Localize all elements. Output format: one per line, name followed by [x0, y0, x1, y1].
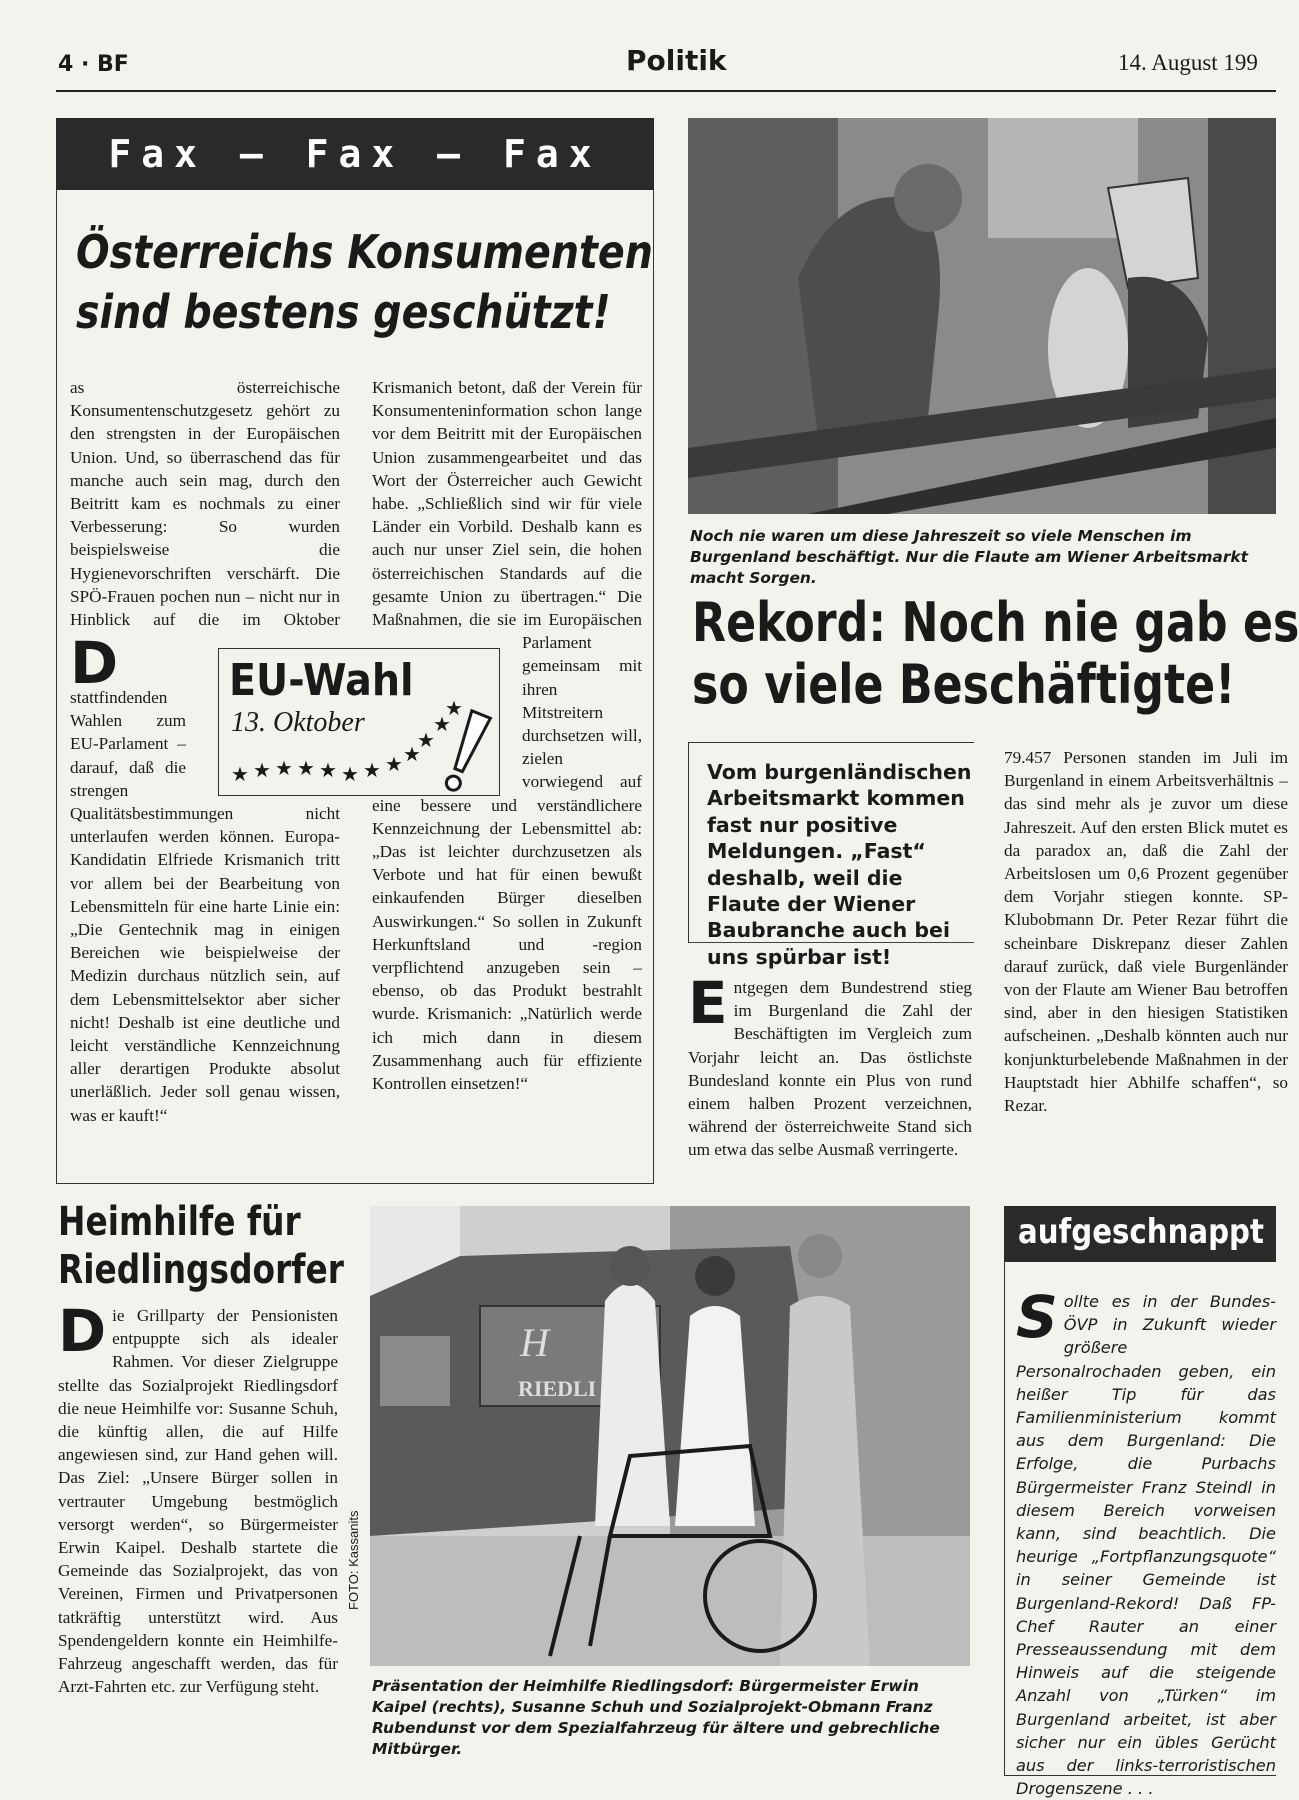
- svg-text:H: H: [520, 1320, 549, 1365]
- heimhilfe-photo: [370, 1206, 970, 1666]
- heimhilfe-caption: Präsentation der Heimhilfe Riedlingsdorf: Bürgermeister Erwin Kaipel (rechts), Susanne Schuh und Sozialprojekt-Obmann Franz Rubendunst vor dem Spezialfahrzeug für ältere und gebrechliche Mitbürger.: [372, 1677, 940, 1758]
- svg-text:★: ★: [403, 742, 421, 766]
- rekord-pullquote: Vom burgenländischen Arbeitsmarkt kommen fast nur positive Meldungen. „Fast“ deshalb, weil die Flaute der Wiener Baubranche auch bei uns spürbar ist!: [688, 742, 974, 942]
- heimhilfe-headline: Heimhilfe für Riedlingsdorfer: [58, 1199, 344, 1293]
- svg-text:★: ★: [341, 762, 359, 786]
- aufgeschnappt-banner: aufgeschnappt: [1004, 1206, 1276, 1262]
- svg-text:★: ★: [445, 696, 463, 720]
- svg-text:★: ★: [275, 756, 293, 780]
- eu-wahl-box: [218, 648, 500, 796]
- photo-credit: FOTO: Kassanits: [346, 1510, 361, 1610]
- welders-image: [688, 118, 1276, 514]
- heimhilfe-body: Die Grillparty der Pensionisten entpuppte sich als idealer Rahmen. Vor dieser Zielgruppe stellte das Sozialprojekt Riedlingsdorf die neue Heimhilfe vor: Susanne Schuh, die künftig allen, die auf Hilfe angewiesen sind, zur Hand gehen will. Das Ziel: „Unsere Bürger sollen in vertrauter Umgebung bestmöglich versorgt werden“, so Bürgermeister Erwin Kaipel. Deshalb startete die Gemeinde das Sozialprojekt, das von Vereinen, Firmen und Privatpersonen tatkräftig unterstützt wird. Aus Spendengeldern konnte ein Heimhilfe-Fahrzeug angeschafft werden, das für Arzt-Fahrten etc. zur Verfügung steht.: [58, 1297, 338, 1697]
- eu-wahl-date: 13. Oktober: [231, 707, 365, 738]
- svg-text:RIEDLI: RIEDLI: [518, 1376, 597, 1401]
- svg-text:★: ★: [231, 762, 249, 786]
- fax-column-1: D as österreichische Konsumentenschutzgesetz gehört zu den strengsten in der Europäischen Union. Und, so überraschend das für manche auch sein mag, durch den Beitritt kam es nochmals zu einer Verbesserung: So wurden beispielsweise die Hygienevorschriften verschärft. Die SPÖ-Frauen pochen nun – nicht nur in Hinblick auf die im Oktober stattfindenden Wahlen zum EU-Parlament – darauf, daß die strengen Qualitätsbestimmungen nicht unterlaufen werden können. Europa-Kandidatin Elfriede Krismanich tritt vor allem bei der Bearbeitung von Lebensmitteln für eine harte Linie ein: „Die Gentechnik mag in einigen Bereichen wie beispielweise der Medizin durchaus nützlich sein, auf dem Lebensmittelsektor aber sicher nicht! Deshalb ist eine deutliche und leicht verständliche Kennzeichnung aller derartigen Produkte absolut unerläßlich. Jeder soll genau wissen, was er kauft!“: [70, 378, 340, 1125]
- page-number: 4 · BF: [58, 52, 129, 77]
- svg-text:★: ★: [385, 752, 403, 776]
- rekord-column-1: Entgegen dem Bundestrend stieg im Burgenland die Zahl der Beschäftigten im Vergleich zum Vorjahr leicht an. Das östlichste Bundesland konnte ein Plus von rund einem halben Prozent verzeichnen, während der österreichweite Stand sich um etwa das selbe Ausmaß verringerte.: [688, 969, 972, 1160]
- heimhilfe-image: [370, 1206, 970, 1666]
- welders-caption: Noch nie waren um diese Jahreszeit so viele Menschen im Burgenland beschäftigt. Nur die Flaute am Wiener Arbeitsmarkt macht Sorgen.: [690, 527, 1249, 587]
- fax-column-2: Krismanich betont, daß der Verein für Konsumenteninformation schon lange vor dem Beitritt mit der Europäischen Union zusammengearbeitet und das Wort der Österreicher auch Gewicht habe. „Schließlich sind wir für viele Länder ein Vorbild. Deshalb kann es auch nur unser Ziel sein, die hohen österreichischen Standards auf die gesamte Union zu übertragen.“ Die Maßnahmen, die sie im Europäischen Parlament gemeinsam mit ihren Mitstreitern durchsetzen will, zielen vorwiegend auf eine bessere und verständlichere Kennzeichnung der Lebensmittel ab: „Das ist leichter durchzusetzen als Verbote und hat für einen bewußt einkaufenden Bürger dieselben Auswirkungen.“ So sollen in Zukunft Herkunftsland und -region verpflichtend anzugeben sein – ebenso, ob das Produkt bestrahlt wurde. Krismanich: „Natürlich werde ich mich dann in diesem Zusammenhang auch für effiziente Kontrollen einsetzen!“: [372, 378, 642, 1094]
- eu-stars-icon: [227, 689, 497, 793]
- svg-text:★: ★: [319, 758, 337, 782]
- svg-text:★: ★: [417, 728, 435, 752]
- rekord-headline: Rekord: Noch nie gab es so viele Beschäftigte!: [692, 591, 1299, 716]
- header-rule: [56, 90, 1276, 92]
- section-title: Politik: [626, 44, 727, 77]
- svg-text:★: ★: [433, 712, 451, 736]
- rekord-column-2: 79.457 Personen standen im Juli im Burgenland in einem Arbeitsverhältnis – das sind mehr als je zuvor um diese Jahreszeit. Auf den ersten Blick mutet es da paradox an, daß die Zahl der Arbeitslosen um 0,6 Prozent gegenüber dem Vorjahr stiegen konnte. SP-Klubobmann Dr. Peter Rezar führt die scheinbare Diskrepanz dieser Zahlen darauf zurück, daß viele Burgenländer von der Flaute am Wiener Bau betroffen sind, aber in den hiesigen Statistiken aufscheinen. „Deshalb könnten auch nur konjunkturbelebende Maßnahmen in der Hauptstadt hier Abhilfe schaffen“, so Rezar.: [1004, 748, 1288, 1116]
- welders-photo: [688, 118, 1276, 514]
- svg-text:★: ★: [253, 758, 271, 782]
- page-header: [58, 44, 1276, 92]
- eu-wahl-title: EU-Wahl: [229, 655, 414, 706]
- aufgeschnappt-body: Sollte es in der Bundes-ÖVP in Zukunft wieder größere Personalrochaden geben, ein heißer Tip für das Familienministerium kommt aus dem Burgenland: Die Erfolge, die Purbachs Bürgermeister Franz Steindl in diesem Bereich vorweisen kann, sind beachtlich. Die heurige „Fortpflanzungsquote“ in seiner Gemeinde ist Burgenland-Rekord! Daß FP-Chef Rauter an einer Presseaussendung mit dem Hinweis auf die steigende Anzahl von „Türken“ im Burgenland arbeitet, ist aber sicher nur ein übles Gerücht aus der links-terroristischen Drogenszene . . .: [1016, 1283, 1276, 1799]
- fax-headline: Österreichs Konsumenten sind bestens geschützt!: [76, 225, 653, 339]
- svg-text:★: ★: [363, 758, 381, 782]
- issue-date: 14. August 199: [1118, 50, 1258, 75]
- pullquote-rule: [688, 942, 974, 943]
- fax-banner: Fax – Fax – Fax: [56, 118, 654, 190]
- svg-text:★: ★: [297, 756, 315, 780]
